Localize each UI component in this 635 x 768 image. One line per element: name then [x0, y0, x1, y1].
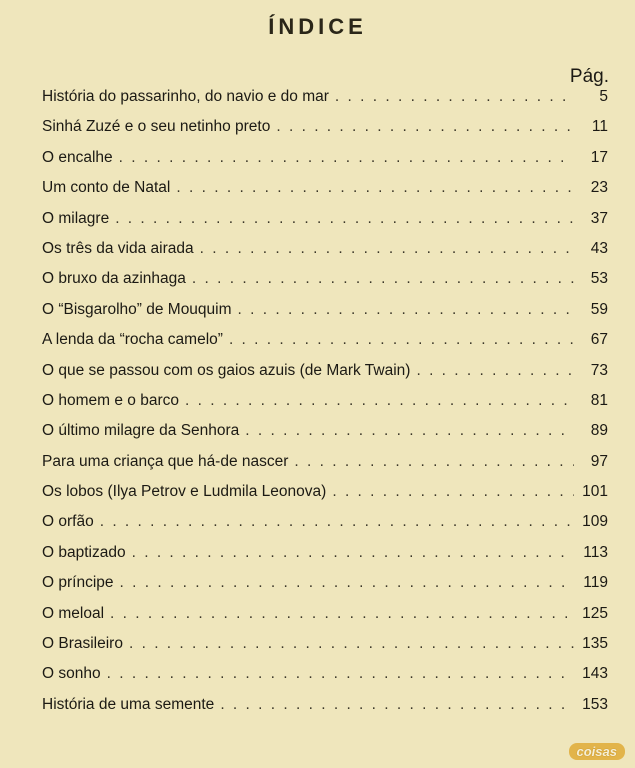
- toc-entry-title: O orfão: [42, 513, 94, 531]
- toc-entry-title: O homem e o barco: [42, 391, 179, 409]
- dot-leader: [220, 696, 574, 714]
- dot-leader: [229, 331, 574, 349]
- toc-entry-page: 17: [590, 148, 608, 166]
- toc-entry-title: O encalhe: [42, 148, 113, 166]
- toc-entry: [42, 210, 608, 240]
- toc-entry-title: O meloal: [42, 604, 105, 622]
- toc-entry-page: 101: [582, 483, 608, 501]
- dot-leader: [176, 179, 574, 197]
- toc-entry-title: O que se passou com os gaios azuis (de Mark Twain): [42, 361, 411, 379]
- toc-entry: [42, 453, 608, 483]
- toc-entry-page: 109: [582, 513, 608, 531]
- toc-entry-title: O príncipe: [42, 574, 114, 592]
- toc-entry-page: 97: [590, 452, 608, 470]
- toc-entry: [42, 179, 608, 209]
- dot-leader: [129, 635, 574, 653]
- toc-entry-page: 67: [590, 331, 608, 349]
- toc-entry-page: 5: [599, 88, 608, 105]
- toc-entry-page: 59: [590, 300, 608, 318]
- page-column-header: Pág.: [569, 66, 609, 87]
- toc-entry-title: Sinhá Zuzé e o seu netinho preto: [42, 118, 271, 136]
- dot-leader: [276, 118, 574, 136]
- toc-entry-title: O milagre: [42, 209, 110, 227]
- toc-entry-title: História de uma semente: [42, 695, 215, 713]
- toc-entry-title: O bruxo da azinhaga: [42, 270, 186, 288]
- toc-entry-title: O sonho: [42, 665, 101, 683]
- dot-leader: [115, 210, 574, 228]
- dot-leader: [332, 483, 574, 501]
- toc-entry: [42, 362, 608, 392]
- toc-entry: [42, 544, 608, 574]
- toc-entry: [42, 665, 608, 695]
- toc-entry: [42, 605, 608, 635]
- toc-entry-page: 37: [590, 209, 608, 227]
- dot-leader: [107, 665, 574, 683]
- toc-entry-page: 81: [590, 391, 608, 409]
- toc-entry-page: 153: [582, 695, 608, 713]
- dot-leader: [335, 88, 574, 106]
- toc-entry: [42, 392, 608, 422]
- dot-leader: [238, 301, 574, 319]
- toc-entry-title: Os lobos (Ilya Petrov e Ludmila Leonova): [42, 483, 327, 501]
- toc-entry: [42, 149, 608, 179]
- toc-entry-page: 119: [583, 574, 608, 592]
- toc-entry-title: O “Bisgarolho” de Mouquim: [42, 300, 232, 318]
- toc-entry: [42, 696, 608, 726]
- toc-entry-page: 113: [583, 543, 608, 561]
- toc-entry-title: O Brasileiro: [42, 635, 123, 653]
- toc-entry-page: 89: [590, 422, 608, 440]
- toc-entry-title: A lenda da “rocha camelo”: [42, 331, 223, 349]
- toc-entry-page: 53: [590, 270, 608, 288]
- toc-entry: [42, 513, 608, 543]
- toc-entry-page: 43: [590, 239, 608, 257]
- dot-leader: [416, 362, 574, 380]
- watermark-logo: coisas: [569, 743, 625, 760]
- dot-leader: [120, 574, 574, 592]
- dot-leader: [192, 270, 574, 288]
- table-of-contents: [42, 88, 608, 726]
- dot-leader: [100, 513, 574, 531]
- toc-entry-title: Os três da vida airada: [42, 239, 194, 257]
- toc-entry: [42, 118, 608, 148]
- toc-entry-title: Um conto de Natal: [42, 179, 171, 197]
- toc-entry-page: 11: [591, 118, 608, 136]
- toc-entry: [42, 240, 608, 270]
- dot-leader: [119, 149, 574, 167]
- toc-entry: [42, 422, 608, 452]
- toc-entry-page: 125: [582, 604, 608, 622]
- toc-entry-page: 23: [590, 179, 608, 197]
- toc-entry: [42, 301, 608, 331]
- toc-entry: [42, 331, 608, 361]
- dot-leader: [185, 392, 574, 410]
- dot-leader: [132, 544, 574, 562]
- dot-leader: [294, 453, 574, 471]
- toc-entry: [42, 635, 608, 665]
- toc-entry-page: 135: [582, 635, 608, 653]
- dot-leader: [200, 240, 574, 258]
- dot-leader: [110, 605, 574, 623]
- toc-entry-title: O último milagre da Senhora: [42, 422, 240, 440]
- toc-entry-page: 73: [590, 361, 608, 379]
- page-title: ÍNDICE: [268, 14, 367, 39]
- toc-entry: [42, 483, 608, 513]
- dot-leader: [245, 422, 574, 440]
- toc-entry-title: O baptizado: [42, 543, 126, 561]
- toc-entry-title: História do passarinho, do navio e do mar: [42, 88, 329, 105]
- toc-entry-title: Para uma criança que há-de nascer: [42, 452, 289, 470]
- toc-entry: [42, 88, 608, 118]
- toc-entry: [42, 270, 608, 300]
- toc-entry: [42, 574, 608, 604]
- toc-entry-page: 143: [582, 665, 608, 683]
